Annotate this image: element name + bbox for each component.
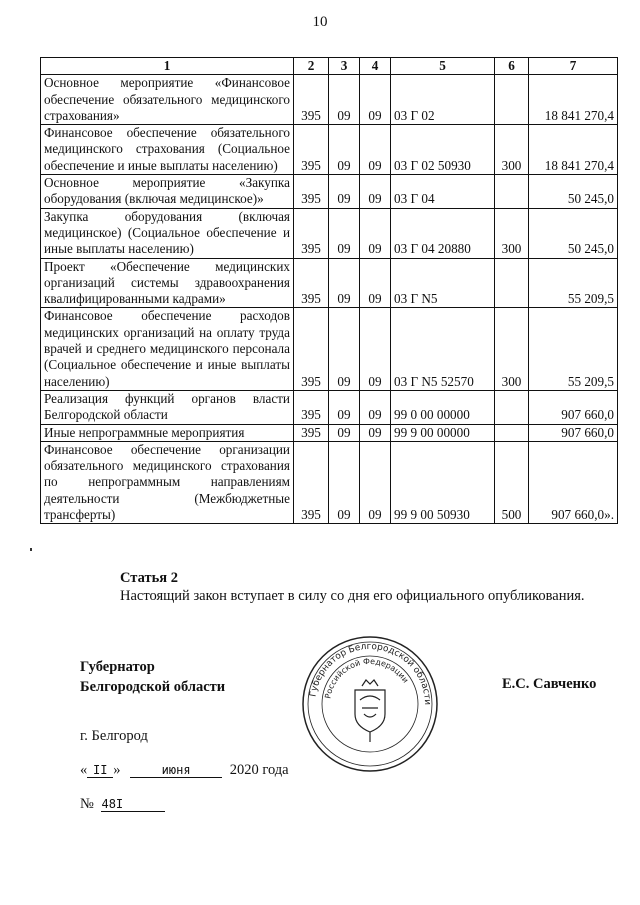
date-open-quote: « xyxy=(80,762,88,778)
cell-vr xyxy=(495,175,529,209)
cell-csr: 03 Г N5 52570 xyxy=(391,308,495,390)
date-month: июня xyxy=(130,763,222,778)
cell-sum: 55 209,5 xyxy=(529,308,618,390)
cell-rz: 09 xyxy=(329,175,360,209)
cell-ved: 395 xyxy=(294,308,329,390)
row-name: Основное мероприятие «Закупка оборудования (включая медицинское)» xyxy=(41,175,294,209)
column-header: 7 xyxy=(529,58,618,75)
number-value: 48I xyxy=(101,797,165,812)
cell-vr xyxy=(495,390,529,424)
cell-sum: 50 245,0 xyxy=(529,175,618,209)
table-row xyxy=(41,390,618,424)
row-name: Закупка оборудования (включая медицинское) (Социальное обеспечение и иные выплаты населению) xyxy=(41,208,294,258)
cell-pr: 09 xyxy=(360,75,391,125)
cell-rz: 09 xyxy=(329,208,360,258)
cell-pr: 09 xyxy=(360,441,391,523)
cell-vr: 500 xyxy=(495,441,529,523)
cell-csr: 99 9 00 00000 xyxy=(391,424,495,441)
column-header: 3 xyxy=(329,58,360,75)
cell-sum: 18 841 270,4 xyxy=(529,75,618,125)
cell-pr: 09 xyxy=(360,258,391,308)
cell-rz: 09 xyxy=(329,441,360,523)
signer-name: Е.С. Савченко xyxy=(502,676,597,692)
date-year: 2020 года xyxy=(229,762,289,778)
cell-csr: 03 Г 02 xyxy=(391,75,495,125)
scan-mark xyxy=(30,548,32,551)
cell-pr: 09 xyxy=(360,424,391,441)
cell-csr: 03 Г 02 50930 xyxy=(391,125,495,175)
table-row xyxy=(41,424,618,441)
cell-ved: 395 xyxy=(294,390,329,424)
cell-pr: 09 xyxy=(360,175,391,209)
table-row xyxy=(41,258,618,308)
cell-ved: 395 xyxy=(294,258,329,308)
signing-city: г. Белгород xyxy=(80,728,148,744)
row-name: Иные непрограммные мероприятия xyxy=(41,424,294,441)
cell-pr: 09 xyxy=(360,208,391,258)
cell-vr xyxy=(495,75,529,125)
table-row xyxy=(41,308,618,390)
row-name: Финансовое обеспечение организации обязательного медицинского страхования по непрограммным направлениям деятельности (Межбюджетные трансферты) xyxy=(41,441,294,523)
number-sign: № xyxy=(80,796,94,812)
article-title: Статья 2 xyxy=(120,570,178,586)
table-row xyxy=(41,175,618,209)
row-name: Финансовое обеспечение обязательного медицинского страхования (Социальное обеспечение и иные выплаты населению) xyxy=(41,125,294,175)
cell-vr: 300 xyxy=(495,308,529,390)
article-text: Настоящий закон вступает в силу со дня его официального опубликования. xyxy=(120,588,585,604)
cell-csr: 03 Г 04 20880 xyxy=(391,208,495,258)
cell-vr xyxy=(495,424,529,441)
page-number: 10 xyxy=(312,14,328,30)
cell-rz: 09 xyxy=(329,308,360,390)
table-row xyxy=(41,208,618,258)
column-header: 6 xyxy=(495,58,529,75)
cell-ved: 395 xyxy=(294,208,329,258)
official-seal xyxy=(300,634,440,774)
cell-csr: 03 Г N5 xyxy=(391,258,495,308)
cell-rz: 09 xyxy=(329,258,360,308)
cell-sum: 18 841 270,4 xyxy=(529,125,618,175)
law-number xyxy=(80,796,165,813)
cell-ved: 395 xyxy=(294,125,329,175)
seal-outer-ring xyxy=(303,637,437,771)
cell-rz: 09 xyxy=(329,424,360,441)
column-header: 1 xyxy=(41,58,294,75)
cell-sum: 907 660,0». xyxy=(529,441,618,523)
cell-ved: 395 xyxy=(294,75,329,125)
cell-ved: 395 xyxy=(294,175,329,209)
date-day: II xyxy=(87,763,113,778)
signer-title-line: Губернатор xyxy=(80,659,155,675)
cell-vr: 300 xyxy=(495,208,529,258)
table-row xyxy=(41,441,618,523)
table-row xyxy=(41,75,618,125)
cell-pr: 09 xyxy=(360,390,391,424)
seal-inner-text: Российской Федерации xyxy=(323,656,411,700)
cell-ved: 395 xyxy=(294,441,329,523)
cell-ved: 395 xyxy=(294,424,329,441)
column-header: 5 xyxy=(391,58,495,75)
signer-title-line: Белгородской области xyxy=(80,679,226,695)
cell-rz: 09 xyxy=(329,390,360,424)
cell-csr: 99 0 00 00000 xyxy=(391,390,495,424)
table-header-row xyxy=(41,58,618,75)
cell-rz: 09 xyxy=(329,75,360,125)
seal-outer-text: Губернатор Белгородской области xyxy=(308,641,433,706)
signing-date xyxy=(80,762,289,779)
signer-title xyxy=(80,657,225,697)
table-row xyxy=(41,125,618,175)
cell-pr: 09 xyxy=(360,308,391,390)
row-name: Проект «Обеспечение медицинских организаций системы здравоохранения квалифицированными кадрами» xyxy=(41,258,294,308)
row-name: Реализация функций органов власти Белгородской области xyxy=(41,390,294,424)
cell-csr: 99 9 00 50930 xyxy=(391,441,495,523)
cell-pr: 09 xyxy=(360,125,391,175)
cell-sum: 50 245,0 xyxy=(529,208,618,258)
cell-rz: 09 xyxy=(329,125,360,175)
cell-sum: 907 660,0 xyxy=(529,390,618,424)
cell-vr xyxy=(495,258,529,308)
row-name: Основное мероприятие «Финансовое обеспечение обязательного медицинского страхования» xyxy=(41,75,294,125)
date-close-quote: » xyxy=(113,762,121,778)
column-header: 4 xyxy=(360,58,391,75)
row-name: Финансовое обеспечение расходов медицинских организаций на оплату труда врачей и среднего медицинского персонала (Социальное обеспечение и иные выплаты населению) xyxy=(41,308,294,390)
coat-of-arms-icon xyxy=(355,680,385,742)
cell-sum: 55 209,5 xyxy=(529,258,618,308)
cell-csr: 03 Г 04 xyxy=(391,175,495,209)
budget-table xyxy=(40,57,618,524)
column-header: 2 xyxy=(294,58,329,75)
cell-vr: 300 xyxy=(495,125,529,175)
cell-sum: 907 660,0 xyxy=(529,424,618,441)
